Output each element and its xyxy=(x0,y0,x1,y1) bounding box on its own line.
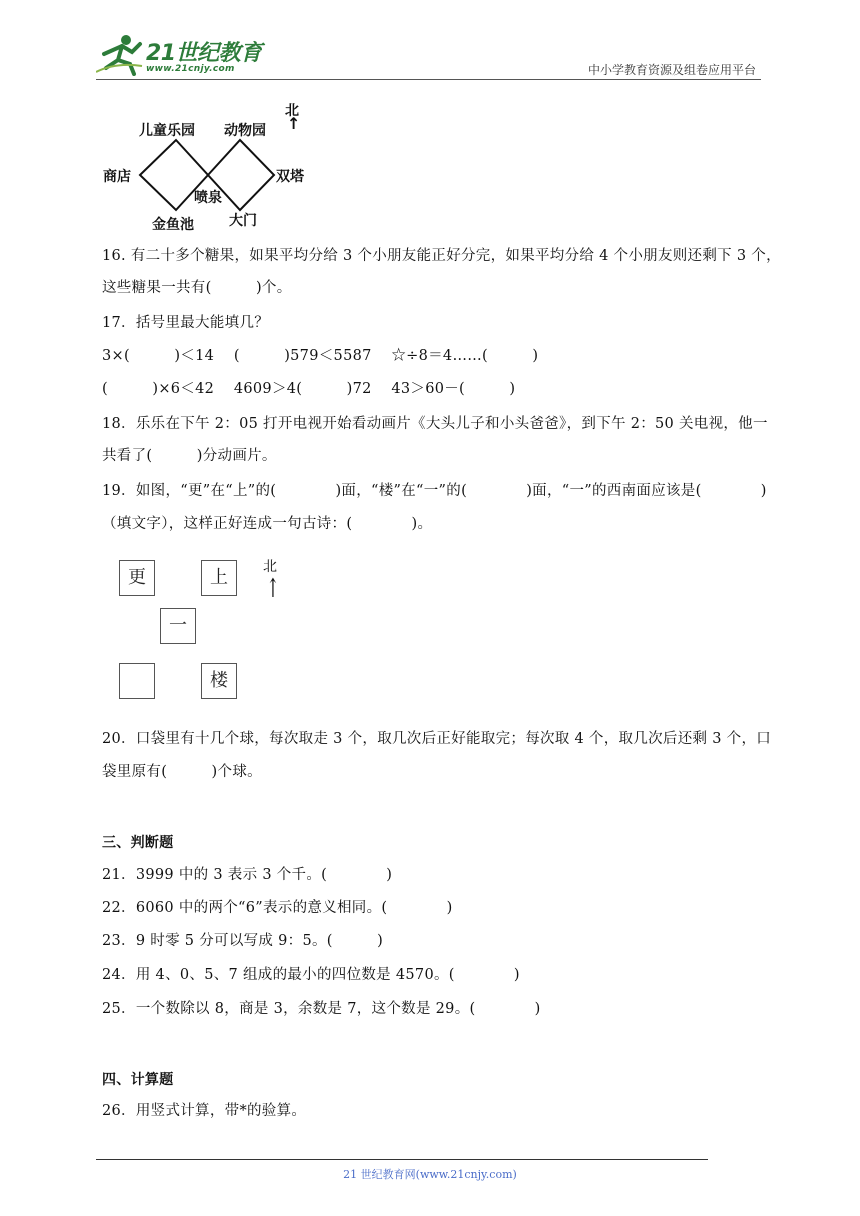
question-17-row1: 3×( )＜14 ( )579＜5587 ☆÷8＝4……( ) xyxy=(102,348,539,364)
question-23: 23．9 时零 5 分可以写成 9：5。( ) xyxy=(102,933,384,949)
question-16-line1: 16. 有二十多个糖果，如果平均分给 3 个小朋友能正好分完，如果平均分给 4 个小朋友则还剩下 3 个， xyxy=(102,248,781,264)
grid-north-arrow-icon: ↑ xyxy=(266,574,280,604)
footer-divider xyxy=(96,1159,708,1160)
question-16-line2: 这些糖果一共有( )个。 xyxy=(102,280,292,296)
question-18-line1: 18．乐乐在下午 2：05 打开电视开始看动画片《大头儿子和小头爸爸》，到下午 2：50 关电视，他一 xyxy=(102,416,768,432)
section-3-title: 三、判断题 xyxy=(102,835,174,851)
question-21: 21．3999 中的 3 表示 3 个千。( ) xyxy=(102,867,393,883)
question-20-line2: 袋里原有( )个球。 xyxy=(102,764,262,780)
question-24: 24．用 4、0、5、7 组成的最小的四位数是 4570。( ) xyxy=(102,967,520,983)
question-25: 25．一个数除以 8，商是 3，余数是 7，这个数是 29。( ) xyxy=(102,1001,541,1017)
logo-url: www.21cnjy.com xyxy=(146,64,235,74)
map-label-towers: 双塔 xyxy=(276,169,304,185)
question-17-row2: ( )×6＜42 4609＞4( )72 43＞60－( ) xyxy=(102,381,516,397)
question-17-title: 17．括号里最大能填几？ xyxy=(102,315,270,331)
map-label-gate: 大门 xyxy=(229,213,257,229)
grid-cell-yi: 一 xyxy=(160,608,196,644)
map-label-playground: 儿童乐园 xyxy=(139,123,195,139)
question-19-line1: 19．如图，“更”在“上”的( )面，“楼”在“一”的( )面，“一”的西南面应该是( ) xyxy=(102,483,767,499)
question-18-line2: 共看了( )分动画片。 xyxy=(102,448,277,464)
map-label-fishpond: 金鱼池 xyxy=(152,217,194,233)
header-divider xyxy=(96,79,761,80)
map-label-fountain: 喷泉 xyxy=(194,190,222,206)
grid-cell-empty xyxy=(119,663,155,699)
logo-text: 21世纪教育 xyxy=(146,41,262,66)
footer-link[interactable]: 21 世纪教育网(www.21cnjy.com) xyxy=(343,1168,517,1181)
question-22: 22．6060 中的两个“6”表示的意义相同。( ) xyxy=(102,900,453,916)
grid-cell-geng: 更 xyxy=(119,560,155,596)
grid-cell-shang: 上 xyxy=(201,560,237,596)
section-4-title: 四、计算题 xyxy=(102,1072,174,1088)
question-20-line1: 20．口袋里有十几个球，每次取走 3 个，取几次后正好能取完；每次取 4 个，取几次后还剩 3 个，口 xyxy=(102,731,772,747)
question-19-line2: （填文字），这样正好连成一句古诗：( )。 xyxy=(102,516,433,532)
north-arrow-icon: ↑ xyxy=(287,114,301,133)
platform-title: 中小学教育资源及组卷应用平台 xyxy=(587,63,756,77)
grid-north-label: 北 xyxy=(263,559,277,575)
map-north-label: 北 xyxy=(285,103,299,119)
map-label-zoo: 动物园 xyxy=(224,123,266,139)
grid-cell-lou: 楼 xyxy=(201,663,237,699)
map-label-shop: 商店 xyxy=(103,169,131,185)
question-26: 26．用竖式计算，带*的验算。 xyxy=(102,1103,307,1119)
